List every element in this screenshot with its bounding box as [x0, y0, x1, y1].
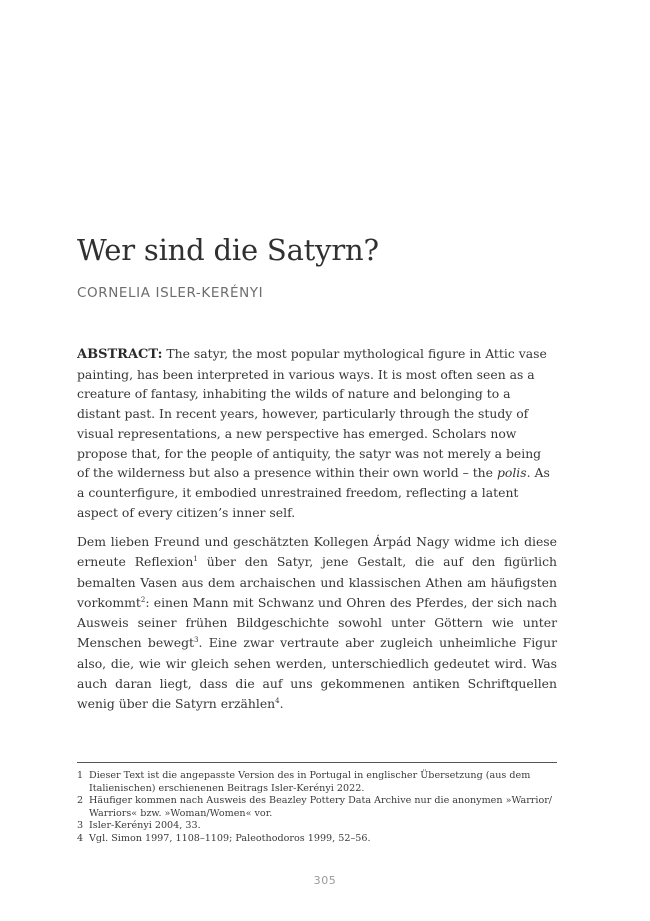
abstract-text-part-1: The satyr, the most popular mythological figure in Attic vase painting, has been interpreted in various ways. It is most often seen as a creature of fantasy, inhabiting the wilds of nature and belonging to a distant past. In recent years, however, particularly through the study of visual representations, a new perspective has emerged. Scholars now propose that, for the people of antiquity, the satyr was not merely a being of the wilderness but also a presence within their own world – the: [77, 346, 547, 481]
body-text-part-2: über den Satyr, jene Gestalt, die auf den figürlich bemalten Vasen aus dem archaischen und klassischen Athen am häufigsten vorkommt: [77, 554, 557, 610]
body-text-part-1: Dem lieben Freund und geschätzten Kollegen Árpád Nagy widme ich diese erneute Reflexion: [77, 534, 557, 570]
article-author: CORNELIA ISLER-KERÉNYI: [77, 285, 264, 301]
abstract-paragraph: [77, 344, 557, 522]
footnote-number: 3: [77, 820, 84, 832]
footnote-number: 4: [77, 832, 84, 844]
footnote-divider: [77, 762, 557, 763]
footnote-item: [77, 820, 557, 833]
footnote-number: 1: [77, 770, 84, 781]
footnote-item: [77, 795, 557, 820]
page-number: 305: [313, 874, 337, 887]
abstract-label: ABSTRACT:: [77, 347, 163, 362]
footnote-ref-2[interactable]: 2: [140, 595, 146, 604]
footnotes-list: [77, 770, 557, 846]
footnote-text: Dieser Text ist die angepasste Version des in Portugal in englischer Übersetzung (aus dem Italienischen) erschienenen Beitrags Isler-Kerényi 2022.: [89, 770, 531, 794]
body-text-part-5: .: [279, 696, 284, 712]
footnote-ref-4[interactable]: 4: [275, 697, 280, 706]
footnote-number: 2: [77, 795, 84, 807]
article-title: Wer sind die Satyrn?: [77, 233, 379, 267]
footnote-text: Häufiger kommen nach Ausweis des Beazley Pottery Data Archive nur die anonymen »Warrior/ Warriors« bzw. »Woman/Women« vor.: [89, 795, 553, 819]
footnote-item: [77, 833, 557, 846]
abstract-emphasis-polis: polis: [496, 465, 527, 481]
body-text-part-4: . Eine zwar vertraute aber zugleich unheimliche Figur also, die, wie wir gleich sehen werden, unterschiedlich gedeutet wird. Was auch daran liegt, dass die auf uns gekommenen antiken Schriftquellen wenig über die Satyrn erzählen: [77, 635, 557, 712]
footnote-text: Isler-Kerényi 2004, 33.: [89, 820, 201, 832]
footnote-ref-1[interactable]: 1: [193, 555, 198, 564]
abstract-text-part-2: . As a counterfigure, it embodied unrestrained freedom, reflecting a latent aspect of every citizen’s inner self.: [77, 465, 550, 520]
body-text-part-3: : einen Mann mit Schwanz und Ohren des Pferdes, der sich nach Ausweis seiner frühen Bildgeschichte sowohl unter Göttern wie unter Menschen bewegt: [77, 594, 557, 651]
footnote-text: Vgl. Simon 1997, 1108–1109; Paleothodoros 1999, 52–56.: [89, 832, 371, 844]
body-paragraph: [77, 532, 557, 715]
footnote-ref-3[interactable]: 3: [194, 636, 199, 645]
footnote-item: [77, 770, 557, 795]
